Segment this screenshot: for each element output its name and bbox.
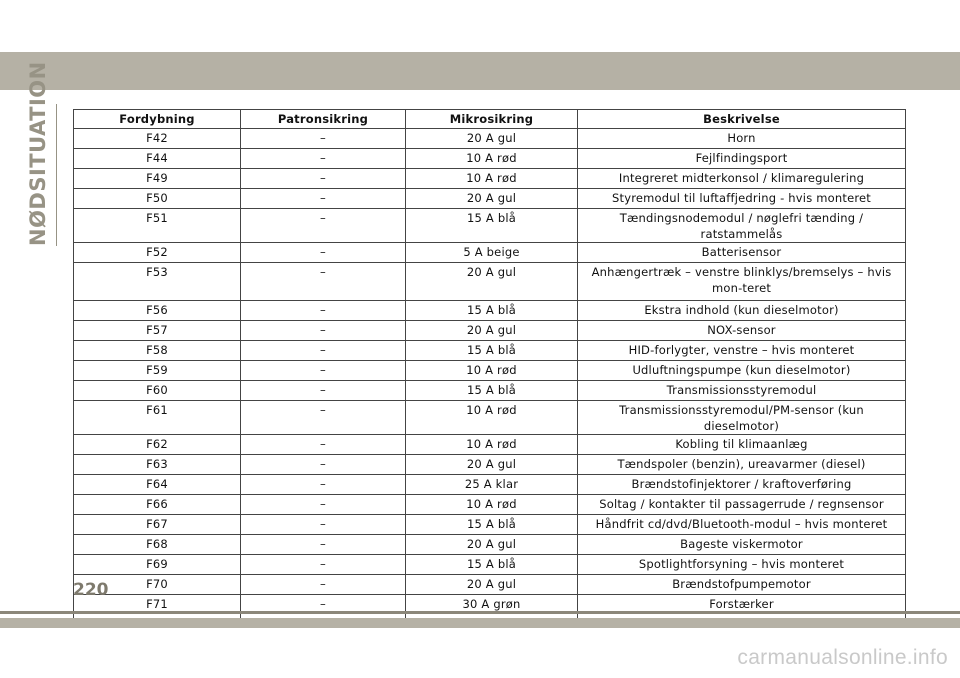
cartridge-fuse-cell: – xyxy=(241,595,406,625)
micro-fuse-cell: 15 A blå xyxy=(406,515,578,535)
fuse-cavity-cell: F67 xyxy=(74,515,241,535)
fuse-cavity-cell: F51 xyxy=(74,209,241,243)
description-cell: Tændingsnodemodul / nøglefri tænding / ratstammelås xyxy=(578,209,906,243)
table-row xyxy=(74,301,906,321)
header-cell: Patronsikring xyxy=(241,110,406,129)
table-row xyxy=(74,189,906,209)
cartridge-fuse-cell: – xyxy=(241,475,406,495)
cartridge-fuse-cell: – xyxy=(241,263,406,301)
fuse-cavity-cell: F60 xyxy=(74,381,241,401)
page-number: 220 xyxy=(73,580,109,600)
micro-fuse-cell: 20 A gul xyxy=(406,575,578,595)
table-row xyxy=(74,475,906,495)
table-row xyxy=(74,555,906,575)
description-cell: Kobling til klimaanlæg xyxy=(578,435,906,455)
fuse-cavity-cell: F68 xyxy=(74,535,241,555)
cartridge-fuse-cell: – xyxy=(241,535,406,555)
fuse-cavity-cell: F59 xyxy=(74,361,241,381)
table-row xyxy=(74,401,906,435)
cartridge-fuse-cell: – xyxy=(241,495,406,515)
description-cell: Styremodul til luftaffjedring - hvis monteret xyxy=(578,189,906,209)
table-row xyxy=(74,341,906,361)
description-cell: Fejlfindingsport xyxy=(578,149,906,169)
description-cell: Spotlightforsyning – hvis monteret xyxy=(578,555,906,575)
description-cell: Brændstofinjektorer / kraftoverføring xyxy=(578,475,906,495)
micro-fuse-cell: 15 A blå xyxy=(406,301,578,321)
table-row xyxy=(74,169,906,189)
micro-fuse-cell: 15 A blå xyxy=(406,555,578,575)
table-row xyxy=(74,129,906,149)
micro-fuse-cell: 5 A beige xyxy=(406,243,578,263)
micro-fuse-cell: 15 A blå xyxy=(406,341,578,361)
cartridge-fuse-cell: – xyxy=(241,341,406,361)
cartridge-fuse-cell: – xyxy=(241,149,406,169)
micro-fuse-cell: 10 A rød xyxy=(406,361,578,381)
table-body xyxy=(74,129,906,625)
table-row xyxy=(74,243,906,263)
table-row xyxy=(74,515,906,535)
micro-fuse-cell: 20 A gul xyxy=(406,263,578,301)
cartridge-fuse-cell: – xyxy=(241,575,406,595)
cartridge-fuse-cell: – xyxy=(241,435,406,455)
cartridge-fuse-cell: – xyxy=(241,209,406,243)
micro-fuse-cell: 30 A grøn xyxy=(406,595,578,625)
description-cell: Brændstofpumpemotor xyxy=(578,575,906,595)
table-row xyxy=(74,495,906,515)
cartridge-fuse-cell: – xyxy=(241,169,406,189)
cartridge-fuse-cell: – xyxy=(241,361,406,381)
fuse-cavity-cell: F66 xyxy=(74,495,241,515)
description-cell: Bageste viskermotor xyxy=(578,535,906,555)
description-cell: Udluftningspumpe (kun dieselmotor) xyxy=(578,361,906,381)
fuse-cavity-cell: F70 xyxy=(74,575,241,595)
fuse-cavity-cell: F61 xyxy=(74,401,241,435)
cartridge-fuse-cell: – xyxy=(241,381,406,401)
header-cell: Mikrosikring xyxy=(406,110,578,129)
description-cell: Transmissionsstyremodul/PM-sensor (kun dieselmotor) xyxy=(578,401,906,435)
cartridge-fuse-cell: – xyxy=(241,555,406,575)
table-row xyxy=(74,149,906,169)
table-row xyxy=(74,435,906,455)
description-cell: NOX-sensor xyxy=(578,321,906,341)
micro-fuse-cell: 10 A rød xyxy=(406,435,578,455)
description-cell: Horn xyxy=(578,129,906,149)
description-cell: Forstærker xyxy=(578,595,906,625)
table-row xyxy=(74,263,906,301)
micro-fuse-cell: 10 A rød xyxy=(406,169,578,189)
header-band xyxy=(0,52,960,90)
fuse-cavity-cell: F49 xyxy=(74,169,241,189)
description-cell: Håndfrit cd/dvd/Bluetooth-modul – hvis monteret xyxy=(578,515,906,535)
fuse-cavity-cell: F50 xyxy=(74,189,241,209)
micro-fuse-cell: 20 A gul xyxy=(406,535,578,555)
cartridge-fuse-cell: – xyxy=(241,455,406,475)
micro-fuse-cell: 25 A klar xyxy=(406,475,578,495)
description-cell: Ekstra indhold (kun dieselmotor) xyxy=(578,301,906,321)
micro-fuse-cell: 10 A rød xyxy=(406,149,578,169)
table-row xyxy=(74,535,906,555)
fuse-cavity-cell: F62 xyxy=(74,435,241,455)
cartridge-fuse-cell: – xyxy=(241,401,406,435)
micro-fuse-cell: 10 A rød xyxy=(406,495,578,515)
cartridge-fuse-cell: – xyxy=(241,129,406,149)
description-cell: HID-forlygter, venstre – hvis monteret xyxy=(578,341,906,361)
description-cell: Transmissionsstyremodul xyxy=(578,381,906,401)
fuse-cavity-cell: F57 xyxy=(74,321,241,341)
table-row xyxy=(74,455,906,475)
table-header-row xyxy=(74,110,906,129)
section-rule xyxy=(56,104,57,246)
cartridge-fuse-cell: – xyxy=(241,243,406,263)
fuse-cavity-cell: F58 xyxy=(74,341,241,361)
table-row xyxy=(74,321,906,341)
table-row xyxy=(74,361,906,381)
fuse-cavity-cell: F63 xyxy=(74,455,241,475)
table-row xyxy=(74,575,906,595)
micro-fuse-cell: 20 A gul xyxy=(406,189,578,209)
cartridge-fuse-cell: – xyxy=(241,321,406,341)
description-cell: Batterisensor xyxy=(578,243,906,263)
fuse-cavity-cell: F69 xyxy=(74,555,241,575)
micro-fuse-cell: 20 A gul xyxy=(406,455,578,475)
micro-fuse-cell: 10 A rød xyxy=(406,401,578,435)
micro-fuse-cell: 15 A blå xyxy=(406,209,578,243)
footer-rule xyxy=(0,611,960,614)
fuse-cavity-cell: F42 xyxy=(74,129,241,149)
fuse-cavity-cell: F71 xyxy=(74,595,241,625)
micro-fuse-cell: 20 A gul xyxy=(406,129,578,149)
header-cell: Fordybning xyxy=(74,110,241,129)
fuse-table xyxy=(73,109,906,625)
fuse-cavity-cell: F56 xyxy=(74,301,241,321)
cartridge-fuse-cell: – xyxy=(241,189,406,209)
fuse-cavity-cell: F44 xyxy=(74,149,241,169)
section-title: NØDSITUATION xyxy=(26,61,50,246)
description-cell: Integreret midterkonsol / klimaregulering xyxy=(578,169,906,189)
footer-band xyxy=(0,618,960,628)
cartridge-fuse-cell: – xyxy=(241,301,406,321)
fuse-cavity-cell: F53 xyxy=(74,263,241,301)
micro-fuse-cell: 15 A blå xyxy=(406,381,578,401)
cartridge-fuse-cell: – xyxy=(241,515,406,535)
description-cell: Tændspoler (benzin), ureavarmer (diesel) xyxy=(578,455,906,475)
header-cell: Beskrivelse xyxy=(578,110,906,129)
micro-fuse-cell: 20 A gul xyxy=(406,321,578,341)
watermark: carmanualsonline.info xyxy=(737,646,948,669)
fuse-cavity-cell: F52 xyxy=(74,243,241,263)
table-row xyxy=(74,381,906,401)
description-cell: Soltag / kontakter til passagerrude / regnsensor xyxy=(578,495,906,515)
table-row xyxy=(74,209,906,243)
fuse-cavity-cell: F64 xyxy=(74,475,241,495)
description-cell: Anhængertræk – venstre blinklys/bremselys – hvis mon-teret xyxy=(578,263,906,301)
